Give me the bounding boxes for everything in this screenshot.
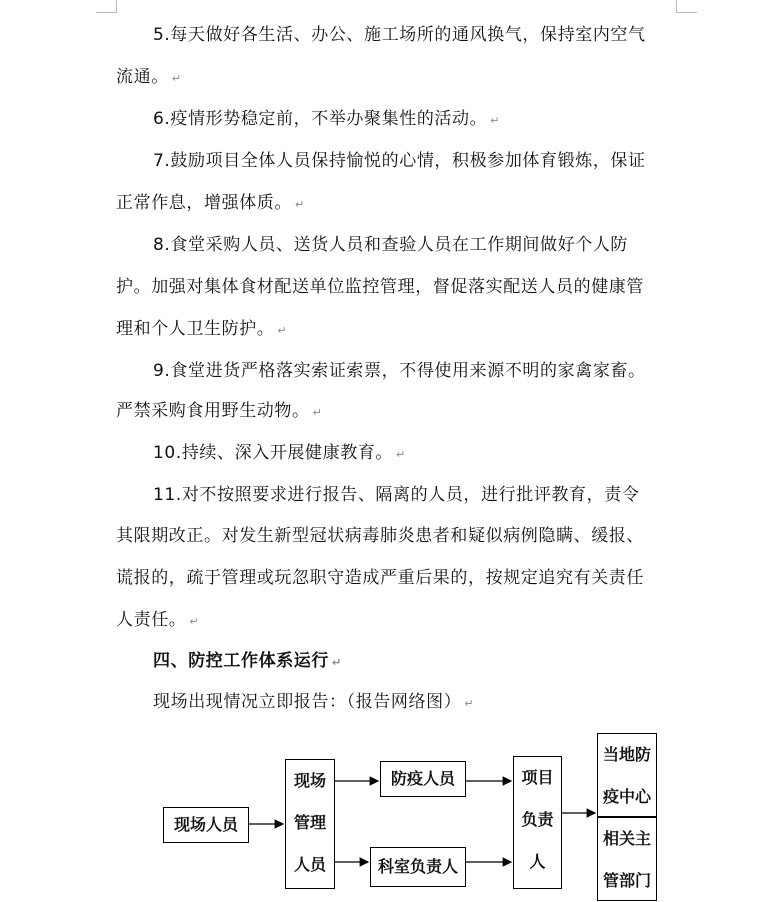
paragraph-mark: ↵ — [396, 448, 406, 461]
paragraph-mark: ↵ — [312, 406, 323, 419]
paragraph-line: 严禁采购食用野生动物。 ↵ — [116, 401, 323, 421]
paragraph-line: 其限期改正。对发生新型冠状病毒肺炎患者和疑似病例隐瞒、缓报、 — [116, 526, 644, 546]
paragraph-line: 11.对不按照要求进行报告、隔离的人员，进行批评教育，责令 — [153, 485, 640, 505]
paragraph-line: 正常作息，增强体质。 ↵ — [116, 193, 305, 213]
paragraph-line: 6.疫情形势稳定前，不举办聚集性的活动。 ↵ — [153, 109, 501, 129]
diagram-box-related-dept: 相关主 管部门 — [597, 817, 657, 901]
diagram-box-site-staff: 现场人员 — [163, 807, 249, 843]
paragraph-line: 谎报的，疏于管理或玩忽职守造成严重后果的，按规定追究有关责任 — [116, 568, 644, 588]
paragraph-line: 10.持续、深入开展健康教育。 ↵ — [153, 443, 406, 463]
paragraph-line: 9.食堂进货严格落实索证索票，不得使用来源不明的家禽家畜。 — [153, 361, 646, 381]
diagram-box-project-head: 项目 负责 人 — [513, 756, 562, 889]
section-heading: 四、防控工作体系运行 ↵ — [153, 651, 342, 671]
diagram-box-local-center: 当地防 疫中心 — [597, 733, 657, 817]
diagram-box-dept-head: 科室负责人 — [370, 847, 466, 887]
diagram-intro: 现场出现情况立即报告：（报告网络图） ↵ — [153, 692, 475, 712]
paragraph-mark: ↵ — [171, 72, 182, 85]
paragraph-line: 8.食堂采购人员、送货人员和查验人员在工作期间做好个人防 — [153, 235, 629, 255]
paragraph-line: 理和个人卫生防护。 ↵ — [116, 319, 288, 339]
diagram-box-site-management: 现场 管理 人员 — [285, 759, 335, 889]
diagram-box-epidemic-staff: 防疫人员 — [380, 761, 466, 797]
paragraph-mark: ↵ — [490, 114, 501, 127]
paragraph-line: 流通。 ↵ — [116, 67, 182, 87]
paragraph-mark: ↵ — [277, 324, 288, 337]
paragraph-mark: ↵ — [332, 656, 342, 669]
paragraph-line: 护。加强对集体食材配送单位监控管理，督促落实配送人员的健康管 — [116, 277, 644, 297]
paragraph-line: 7.鼓励项目全体人员保持愉悦的心情，积极参加体育锻炼，保证 — [153, 151, 646, 171]
paragraph-line: 5.每天做好各生活、办公、施工场所的通风换气，保持室内空气 — [153, 25, 646, 45]
paragraph-mark: ↵ — [295, 198, 305, 211]
paragraph-mark: ↵ — [189, 615, 200, 628]
paragraph-mark: ↵ — [464, 697, 475, 710]
paragraph-line: 人责任。 ↵ — [116, 610, 200, 630]
